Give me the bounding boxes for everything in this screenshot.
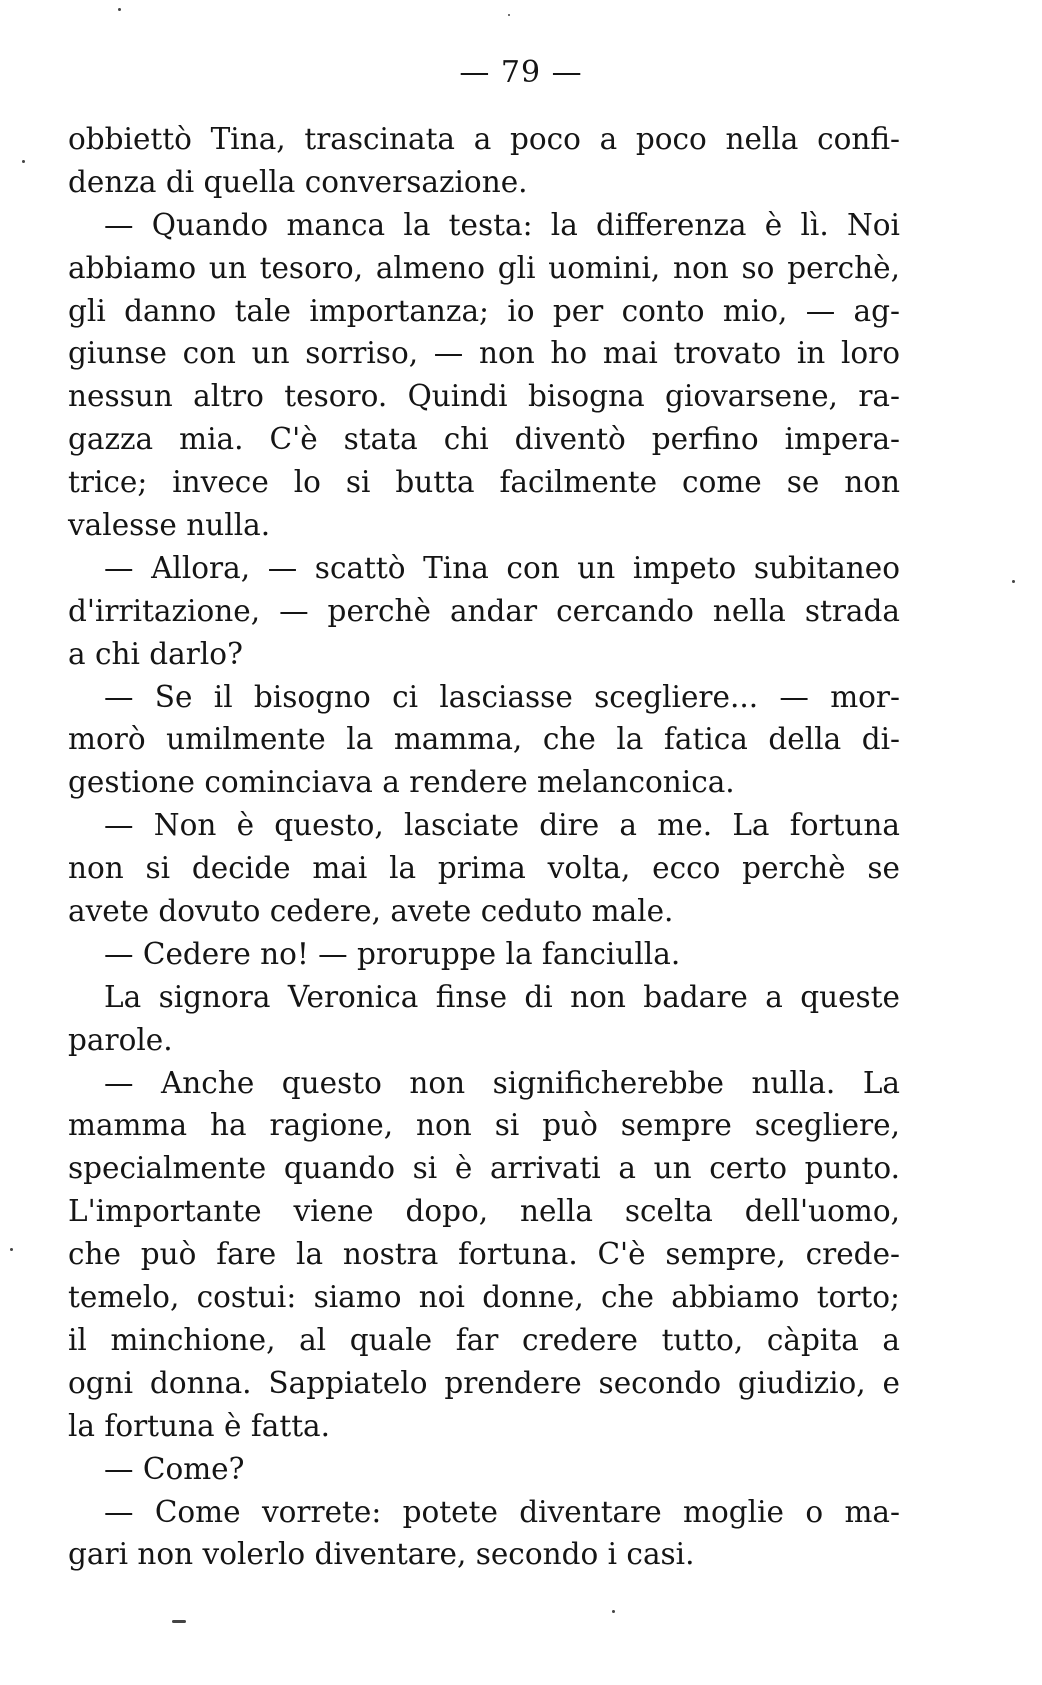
scan-speck [1012, 580, 1015, 583]
text-line: — Quando manca la testa: la differenza è lì. Noi [104, 207, 900, 242]
page-text [68, 118, 900, 1576]
text-line: — Non è questo, lasciate dire a me. La fortuna [104, 808, 900, 843]
text-line: mamma ha ragione, non si può sempre scegliere, [68, 1108, 900, 1143]
text-line: giunse con un sorriso, — non ho mai trovato in loro [68, 336, 900, 371]
scan-speck [22, 160, 25, 163]
text-line: il minchione, al quale far credere tutto, càpita a [68, 1322, 900, 1357]
text-line: d'irritazione, — perchè andar cercando nella strada [68, 593, 900, 628]
text-line: nessun altro tesoro. Quindi bisogna giovarsene, ra- [68, 379, 900, 414]
text-line: gli danno tale importanza; io per conto mio, — ag- [68, 293, 900, 328]
text-line: — Come vorrete: potete diventare moglie o ma- [104, 1494, 900, 1529]
text-line: temelo, costui: siamo noi donne, che abbiamo torto; [68, 1280, 900, 1315]
text-line: obbiettò Tina, trascinata a poco a poco nella confi- [68, 122, 900, 156]
text-line: a chi darlo? [68, 636, 243, 671]
text-line: — Se il bisogno ci lasciasse scegliere... — mor- [104, 679, 900, 714]
text-line: — Anche questo non significherebbe nulla. La [104, 1065, 900, 1100]
text-line: morò umilmente la mamma, che la fatica della di- [68, 722, 900, 757]
text-line: — Cedere no! — proruppe la fanciulla. [104, 936, 681, 971]
text-line: denza di quella conversazione. [68, 164, 528, 199]
text-line: La signora Veronica finse di non badare a queste [104, 979, 900, 1014]
text-line: abbiamo un tesoro, almeno gli uomini, non so perchè, [68, 250, 900, 285]
scan-speck [118, 8, 121, 11]
text-line: specialmente quando si è arrivati a un certo punto. [68, 1151, 900, 1186]
scan-speck [10, 1248, 13, 1251]
text-line: trice; invece lo si butta facilmente come se non [68, 465, 900, 500]
text-line: gari non volerlo diventare, secondo i casi. [68, 1537, 695, 1572]
text-line: gazza mia. C'è stata chi diventò perfino impera- [68, 422, 900, 457]
scan-speck [172, 1620, 186, 1623]
text-line: gestione cominciava a rendere melanconica. [68, 765, 735, 800]
text-line: valesse nulla. [68, 508, 271, 543]
page-number: — 79 — [459, 55, 583, 90]
text-line: ogni donna. Sappiatelo prendere secondo giudizio, e [68, 1365, 900, 1400]
text-line: avete dovuto cedere, avete ceduto male. [68, 894, 674, 929]
scan-speck [508, 14, 510, 16]
text-line: la fortuna è fatta. [68, 1408, 331, 1443]
text-line: — Allora, — scattò Tina con un impeto subitaneo [104, 550, 900, 585]
text-line: che può fare la nostra fortuna. C'è sempre, crede- [68, 1237, 900, 1272]
text-line: — Come? [104, 1451, 245, 1486]
text-line: parole. [68, 1022, 173, 1057]
scan-speck [612, 1610, 615, 1613]
text-line: L'importante viene dopo, nella scelta dell'uomo, [68, 1194, 900, 1229]
text-line: non si decide mai la prima volta, ecco perchè se [68, 851, 900, 886]
